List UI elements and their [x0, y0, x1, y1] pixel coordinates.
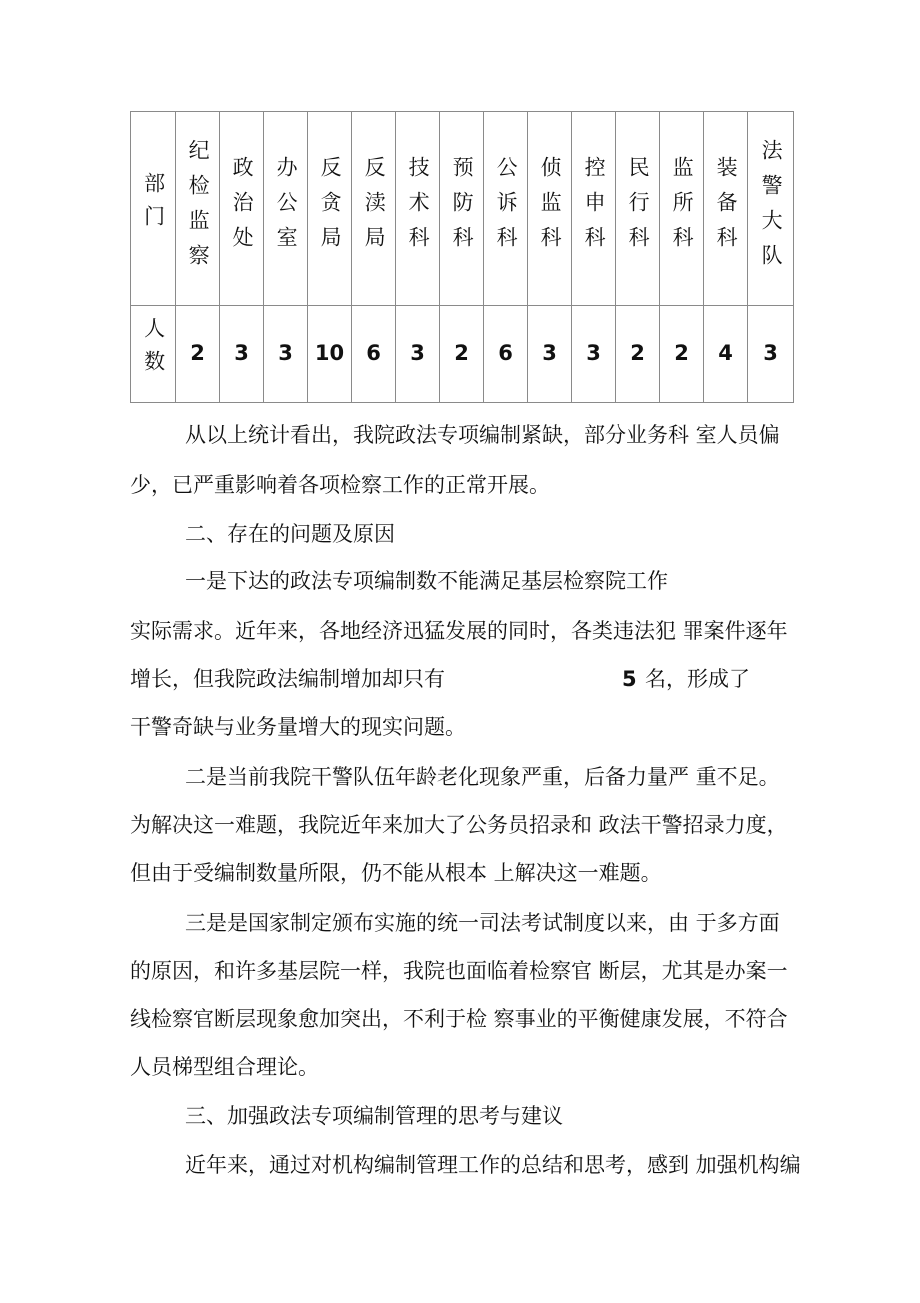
count-cell: 3	[528, 306, 572, 403]
body-text-line: 一是下达的政法专项编制数不能满足基层检察院工作	[185, 569, 668, 593]
body-text-line: 近年来，通过对机构编制管理工作的总结和思考，感到 加强机构编	[185, 1153, 801, 1177]
dept-cell: 技术科	[396, 112, 440, 306]
count-cell: 4	[704, 306, 748, 403]
count-cell: 6	[352, 306, 396, 403]
body-text-line: 干警奇缺与业务量增大的现实问题。	[130, 715, 466, 739]
body-text-line: 实际需求。近年来，各地经济迅猛发展的同时，各类违法犯 罪案件逐年	[130, 619, 788, 643]
staffing-table	[130, 111, 794, 403]
body-text-line: 名，形成了	[645, 667, 750, 691]
section-heading: 二、存在的问题及原因	[185, 522, 395, 546]
count-cell: 3	[264, 306, 308, 403]
department-row	[131, 112, 794, 306]
body-text-line: 增长，但我院政法编制增加却只有	[130, 667, 445, 691]
dept-cell: 反渎局	[352, 112, 396, 306]
dept-cell: 办公室	[264, 112, 308, 306]
body-text-line: 三是是国家制定颁布实施的统一司法考试制度以来，由 于多方面	[185, 911, 780, 935]
body-text-line: 人员梯型组合理论。	[130, 1055, 319, 1079]
count-cell: 6	[484, 306, 528, 403]
dept-cell: 政治处	[220, 112, 264, 306]
row-header-headcount: 人数	[131, 306, 176, 403]
count-cell: 2	[176, 306, 220, 403]
count-cell: 2	[660, 306, 704, 403]
body-text-line: 二是当前我院干警队伍年龄老化现象严重，后备力量严 重不足。	[185, 765, 780, 789]
count-cell: 3	[396, 306, 440, 403]
count-cell: 3	[572, 306, 616, 403]
count-cell: 3	[220, 306, 264, 403]
dept-cell: 侦监科	[528, 112, 572, 306]
body-text-line: 线检察官断层现象愈加突出，不利于检 察事业的平衡健康发展，不符合	[130, 1007, 788, 1031]
section-heading: 三、加强政法专项编制管理的思考与建议	[185, 1104, 563, 1128]
dept-cell: 纪检监察	[176, 112, 220, 306]
count-cell: 10	[308, 306, 352, 403]
body-text-number: 5	[622, 667, 637, 691]
body-text-line: 少，已严重影响着各项检察工作的正常开展。	[130, 473, 550, 497]
row-header-department: 部门	[131, 112, 176, 306]
count-cell: 3	[748, 306, 794, 403]
body-text-line: 为解决这一难题，我院近年来加大了公务员招录和 政法干警招录力度，	[130, 813, 788, 837]
dept-cell: 法警大队	[748, 112, 794, 306]
count-cell: 2	[440, 306, 484, 403]
dept-cell: 民行科	[616, 112, 660, 306]
body-text-line: 但由于受编制数量所限，仍不能从根本 上解决这一难题。	[130, 861, 662, 885]
dept-cell: 预防科	[440, 112, 484, 306]
dept-cell: 装备科	[704, 112, 748, 306]
body-text-line: 从以上统计看出，我院政法专项编制紧缺，部分业务科 室人员偏	[185, 423, 780, 447]
dept-cell: 反贪局	[308, 112, 352, 306]
dept-cell: 控申科	[572, 112, 616, 306]
dept-cell: 监所科	[660, 112, 704, 306]
body-text-line: 的原因，和许多基层院一样，我院也面临着检察官 断层，尤其是办案一	[130, 959, 788, 983]
dept-cell: 公诉科	[484, 112, 528, 306]
headcount-row	[131, 306, 794, 403]
count-cell: 2	[616, 306, 660, 403]
